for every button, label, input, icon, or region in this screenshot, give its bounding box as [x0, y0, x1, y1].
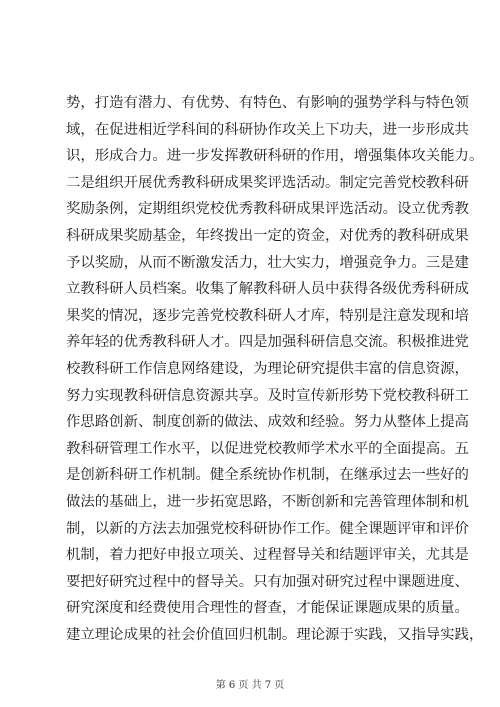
text-line: 予以奖励，从而不断激发活力，壮大实力，增强竞争力。三是建 [66, 254, 469, 271]
text-line: 教科研管理工作水平，以促进党校教师学术水平的全面提高。五 [66, 440, 469, 457]
text-line: 机制，着力把好申报立项关、过程督导关和结题评审关，尤其是 [66, 547, 469, 564]
body-text [66, 90, 484, 648]
page-footer: 第 6 页 共 7 页 [215, 680, 285, 691]
text-line: 果奖的情况，逐步完善党校教科研人才库，特别是注意发现和培 [66, 307, 469, 324]
text-line: 势，打造有潜力、有优势、有特色、有影响的强势学科与特色领 [66, 95, 469, 111]
text-line: 努力实现教科研信息资源共享。及时宣传新形势下党校教科研工 [66, 387, 469, 404]
text-line: 作思路创新、制度创新的做法、成效和经验。努力从整体上提高 [66, 414, 469, 431]
text-line: 是创新科研工作机制。健全系统协作机制，在继承过去一些好的 [66, 467, 469, 484]
text-line: 校教科研工作信息网络建设，为理论研究提供丰富的信息资源， [66, 360, 469, 377]
text-line: 立教科研人员档案。收集了解教科研人员中获得各级优秀科研成 [66, 281, 469, 298]
text-line: 二是组织开展优秀教科研成果奖评选活动。制定完善党校教科研 [66, 174, 469, 191]
text-line: 制，以新的方法去加强党校科研协作工作。健全课题评审和评价 [66, 520, 469, 537]
text-line: 科研成果奖励基金，年终拨出一定的资金，对优秀的教科研成果 [66, 227, 469, 244]
text-line: 识，形成合力。进一步发挥教研科研的作用，增强集体攻关能力。 [66, 148, 484, 165]
text-line: 奖励条例，定期组织党校优秀教科研成果评选活动。设立优秀教 [66, 201, 469, 218]
text-line: 要把好研究过程中的督导关。只有加强对研究过程中课题进度、 [66, 573, 469, 590]
text-line: 研究深度和经费使用合理性的督查，才能保证课题成果的质量。 [66, 600, 469, 617]
text-line: 域，在促进相近学科间的科研协作攻关上下功夫，进一步形成共 [66, 121, 469, 138]
text-line: 养年轻的优秀教科研人才。四是加强科研信息交流。积极推进党 [66, 334, 469, 351]
text-line: 建立理论成果的社会价值回归机制。理论源于实践，又指导实践， [66, 626, 484, 643]
text-line: 做法的基础上，进一步拓宽思路，不断创新和完善管理体制和机 [66, 493, 469, 510]
